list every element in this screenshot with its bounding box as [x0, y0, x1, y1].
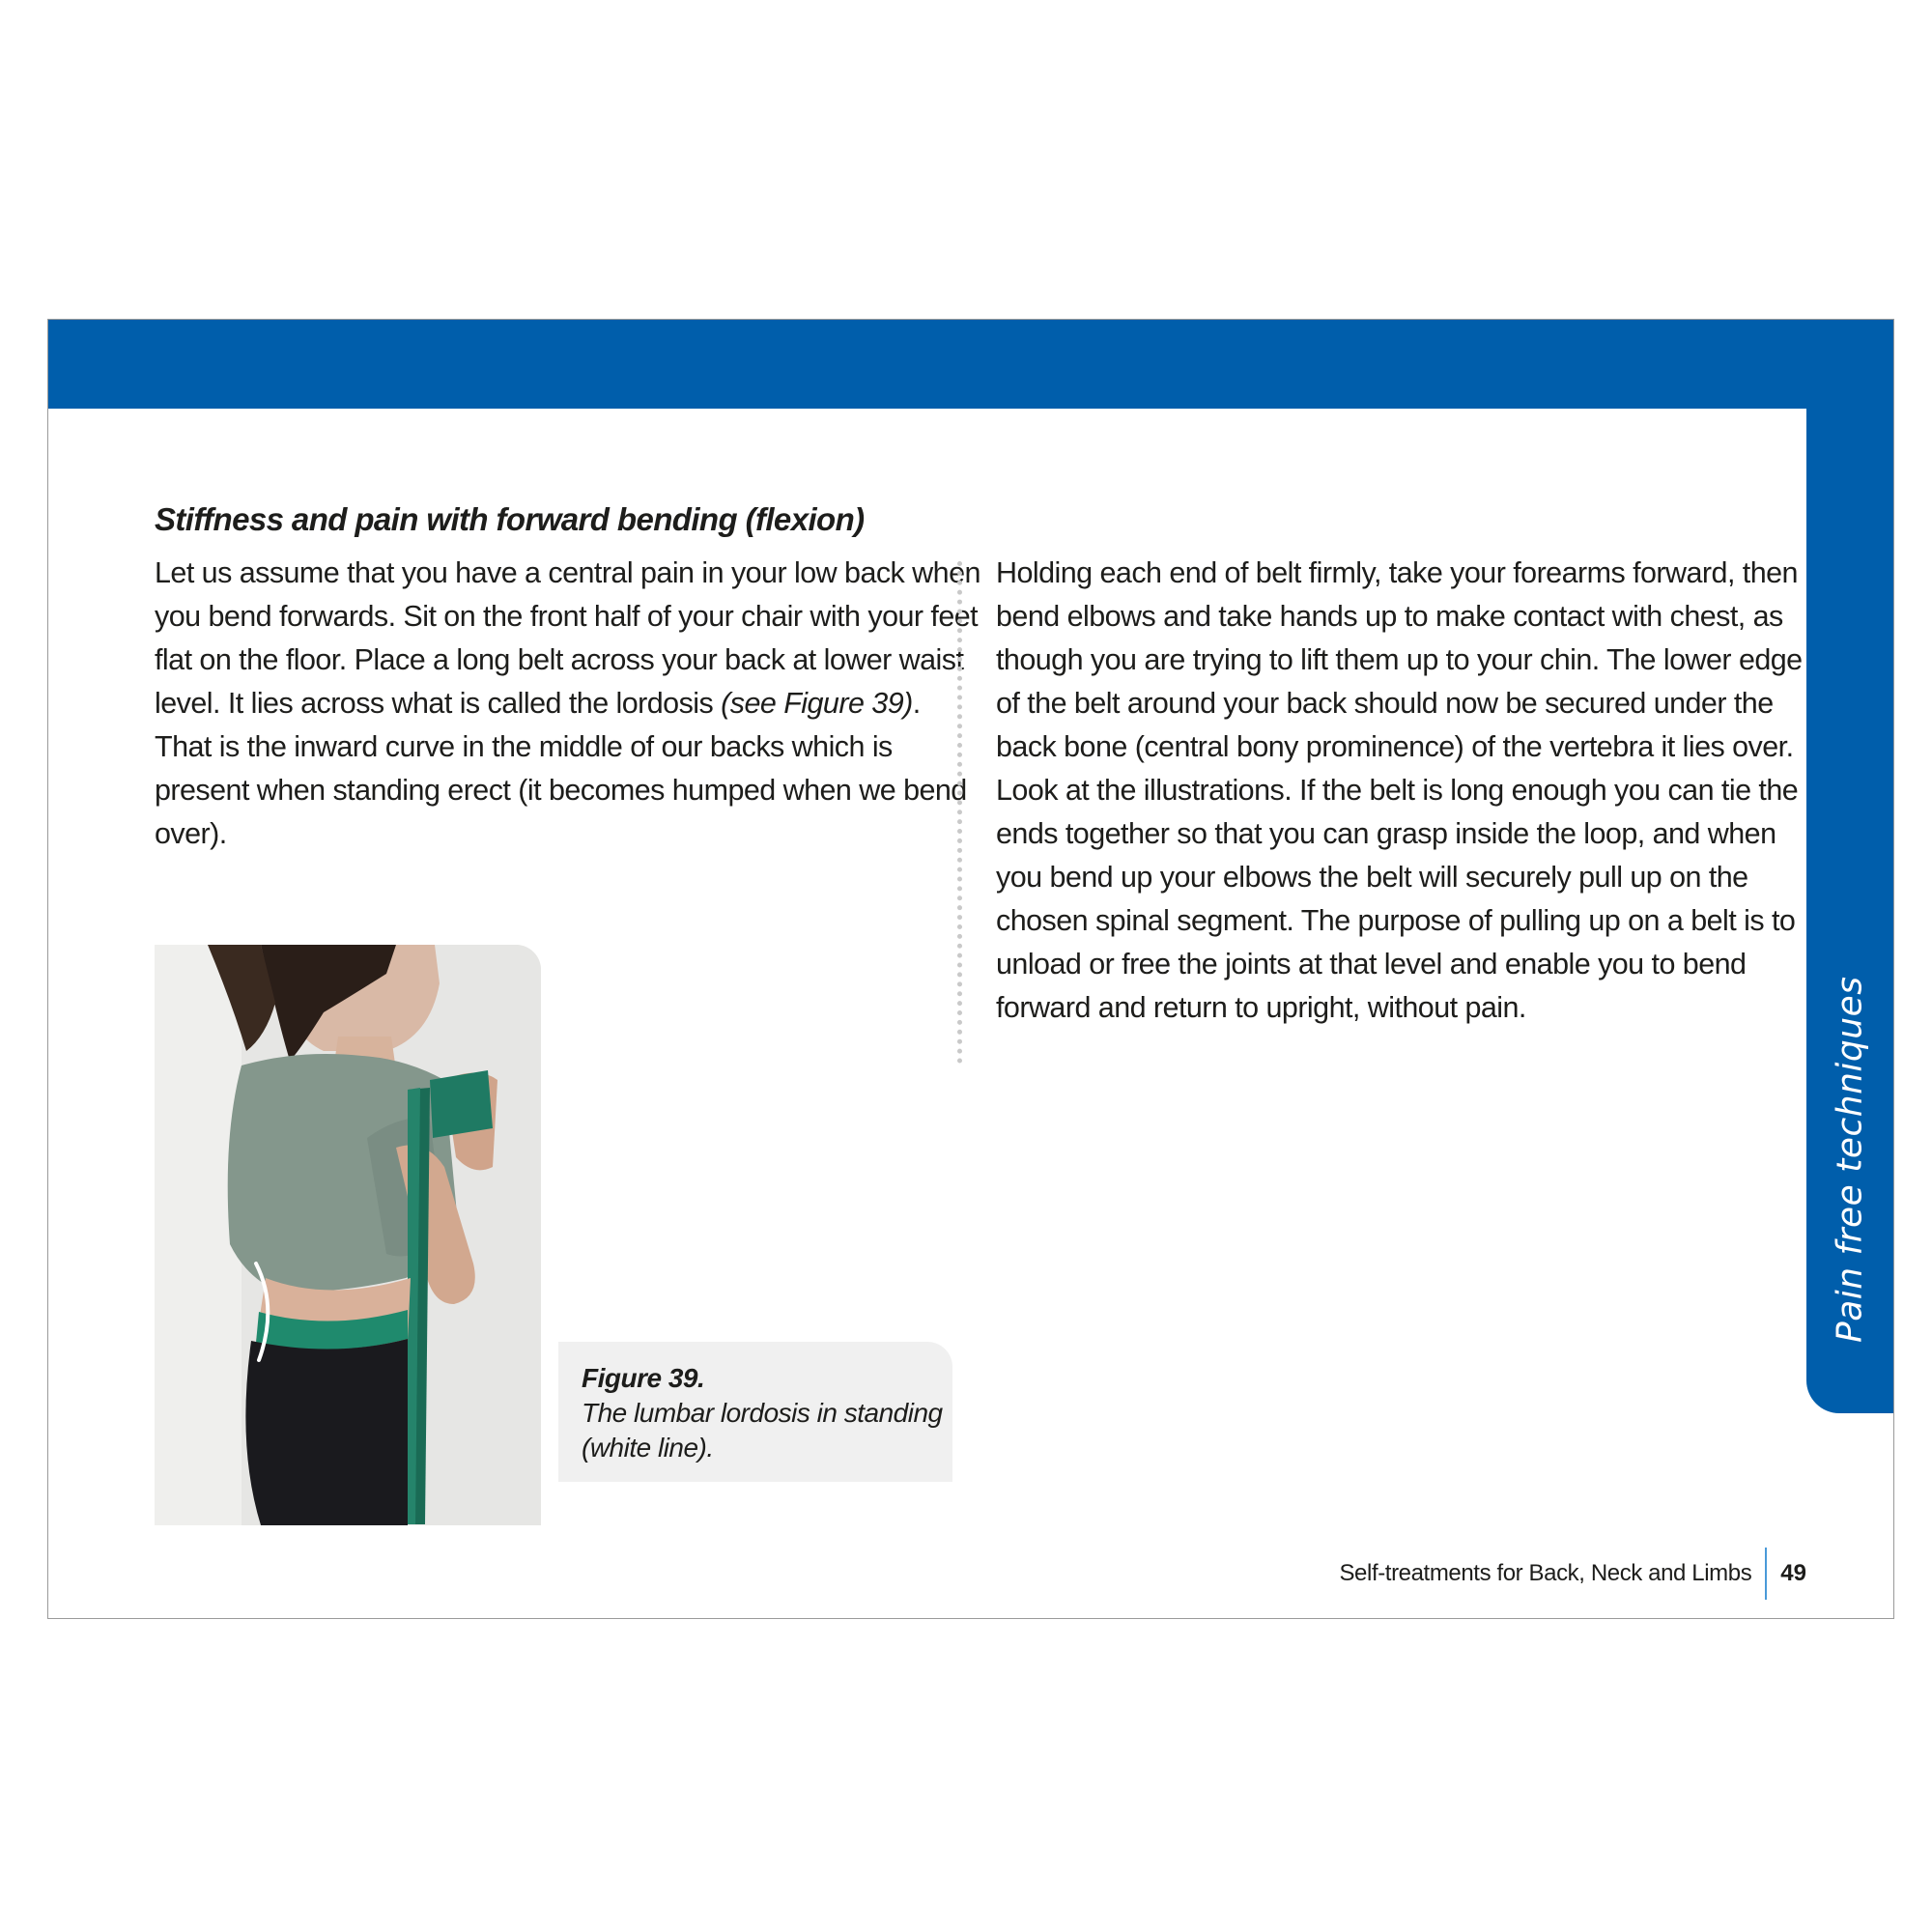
figure-caption-text: The lumbar lordosis in standing (white line). — [582, 1398, 943, 1463]
page-number: 49 — [1780, 1560, 1806, 1586]
header-band — [48, 320, 1893, 409]
column-divider — [957, 561, 962, 1064]
page-footer — [1339, 1548, 1806, 1600]
footer-book-title: Self-treatments for Back, Neck and Limbs — [1339, 1560, 1752, 1586]
section-tab-label: Pain free techniques — [1830, 976, 1870, 1343]
section-tab — [1806, 409, 1893, 1413]
right-column-text: Holding each end of belt firmly, take your forearms forward, then bend elbows and take hands up to make contact with chest, as though you are trying to lift them up to your chin. The lower edge of the belt around your back should now be secured under the back bone (central bony prominence) of the vertebra it lies over. Look at the illustrations. If the belt is long enough you can tie the ends together so that you can grasp inside the loop, and when you bend up your elbows the belt will securely pull up on the chosen spinal segment. The purpose of pulling up on a belt is to unload or free the joints at that level and enable you to bend forward and return to upright, without pain. — [996, 556, 1803, 1024]
figure-reference: (see Figure 39) — [721, 687, 913, 720]
left-text-part-1: Let us assume that you have a central pain in your low back when you bend forwards. Sit on the front half of your chair with your feet flat on the floor. Place a long belt across your back at lower waist level. It lies across what is called the lordosis — [155, 556, 980, 720]
left-text-part-2: . That is the inward curve in the middle of our backs which is present when standing erect (it becomes humped when we bend over). — [155, 687, 967, 850]
left-column-text — [155, 552, 980, 856]
figure-caption — [558, 1342, 952, 1482]
section-heading: Stiffness and pain with forward bending (flexion) — [155, 501, 865, 537]
book-page — [47, 319, 1894, 1619]
figure-39-photo — [155, 945, 541, 1525]
figure-title: Figure 39. — [582, 1363, 705, 1393]
footer-divider — [1765, 1548, 1767, 1600]
